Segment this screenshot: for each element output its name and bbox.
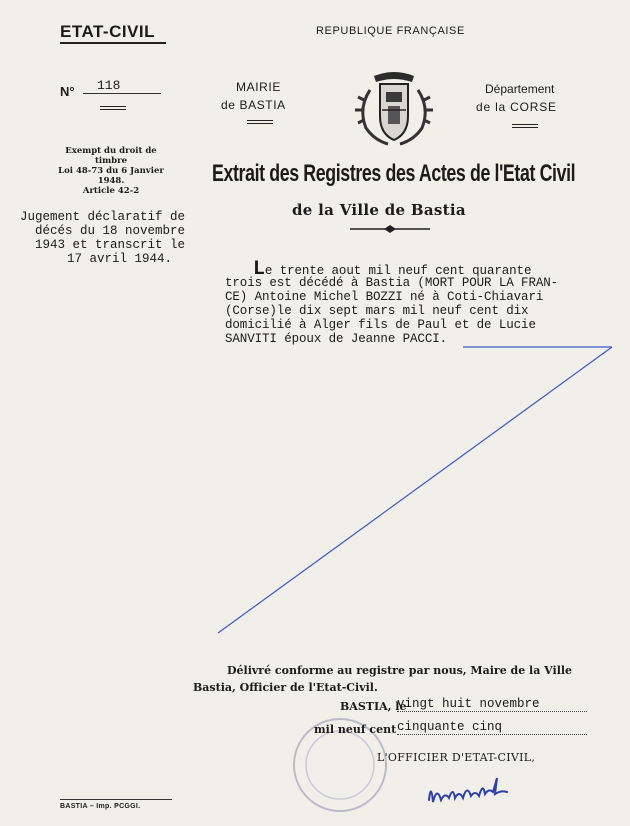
document-title: Extrait des Registres des Actes de l'Etat Civil bbox=[212, 160, 576, 187]
margin-note-line: 1943 et transcrit le bbox=[35, 238, 186, 252]
republique-heading: REPUBLIQUE FRANÇAISE bbox=[316, 25, 465, 37]
year-label: mil neuf cent bbox=[314, 723, 397, 736]
mairie-double-rule bbox=[247, 120, 273, 124]
body-line: domicilié à Alger fils de Paul et de Lucie bbox=[225, 318, 536, 332]
body-line: SANVITI époux de Jeanne PACCI. bbox=[225, 332, 448, 346]
etat-civil-heading: ETAT-CIVIL bbox=[60, 22, 156, 41]
ornament-icon bbox=[350, 224, 430, 234]
margin-note-line: Jugement déclaratif de bbox=[20, 210, 186, 224]
stamp-duty-note bbox=[52, 146, 170, 196]
number-label: N° bbox=[60, 84, 75, 99]
margin-note-line: 17 avril 1944. bbox=[67, 252, 173, 266]
drop-cap: L bbox=[253, 258, 265, 281]
officer-title: L'OFFICIER D'ETAT-CIVIL, bbox=[377, 751, 536, 764]
departement-line2: de la CORSE bbox=[476, 100, 557, 114]
stamp-duty-line: 1948. bbox=[97, 176, 125, 186]
etat-civil-underline bbox=[60, 42, 166, 44]
body-line: CE) Antoine Michel BOZZI né à Coti-Chiavari bbox=[225, 290, 544, 304]
mairie-line1: MAIRIE bbox=[236, 80, 281, 94]
document-subtitle: de la Ville de Bastia bbox=[292, 201, 466, 219]
stamp-duty-line: Exempt du droit de timbre bbox=[65, 146, 157, 166]
printer-imprint: BASTIA – Imp. PCGGI. bbox=[60, 803, 141, 810]
body-line: (Corse)le dix sept mars mil neuf cent dix bbox=[225, 304, 529, 318]
place-date-label: BASTIA, le bbox=[340, 700, 407, 713]
coat-of-arms-icon bbox=[352, 66, 436, 148]
departement-double-rule bbox=[512, 124, 538, 128]
departement-line1: Département bbox=[485, 82, 555, 96]
stamp-duty-line: Loi 48-73 du 6 Janvier bbox=[58, 166, 164, 176]
signature-icon bbox=[425, 772, 511, 810]
margin-note-line: décés du 18 novembre bbox=[35, 224, 186, 238]
number-value: 118 bbox=[83, 78, 161, 94]
printer-rule bbox=[60, 799, 172, 800]
number-double-rule bbox=[100, 106, 126, 110]
date-value: vingt huit novembre bbox=[397, 697, 587, 712]
body-line: trois est décédé à Bastia (MORT POUR LA FRAN- bbox=[225, 276, 559, 290]
body-line-text: e trente aout mil neuf cent quarante bbox=[264, 264, 532, 278]
stamp-duty-line: Article 42-2 bbox=[82, 186, 140, 196]
mairie-line2: de BASTIA bbox=[221, 98, 286, 112]
year-value: cinquante cinq bbox=[397, 720, 587, 735]
footer-certification-line2: Bastia, Officier de l'Etat-Civil. bbox=[193, 681, 378, 694]
footer-certification-line1: Délivré conforme au registre par nous, Maire de la Ville bbox=[227, 664, 573, 677]
